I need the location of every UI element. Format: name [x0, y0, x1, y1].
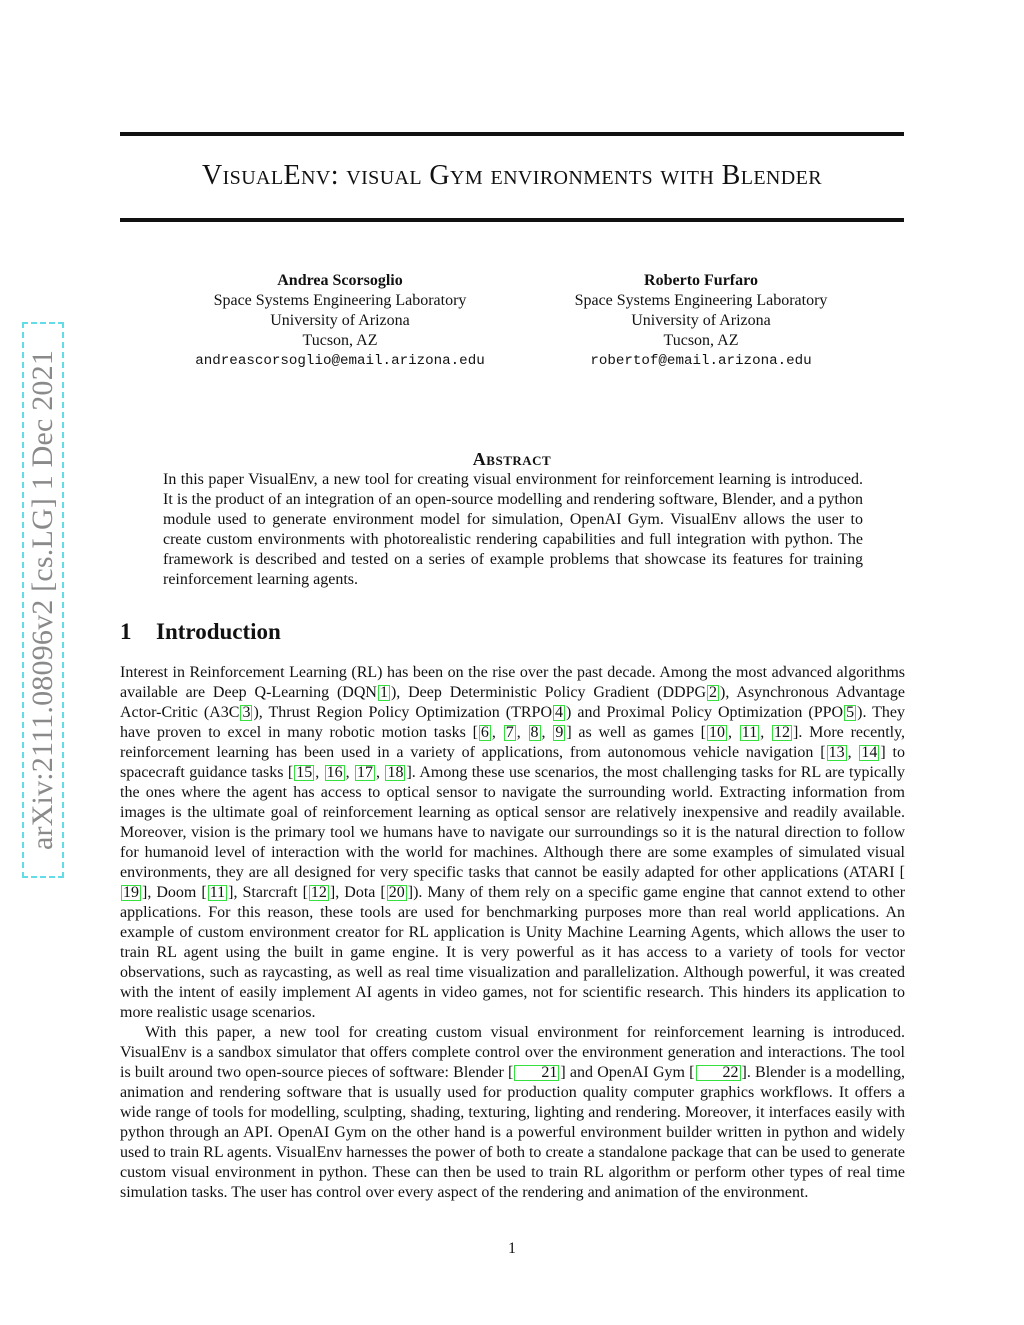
citation-link[interactable]: 17	[357, 764, 374, 781]
citation-link[interactable]: 15	[296, 764, 313, 781]
abstract-text: In this paper VisualEnv, a new tool for creating visual environment for reinforcement learning is introduced. It is the product of an integration of an open-source modelling and rendering software, Blender, and a python module used to generate environment model for simulation, OpenAI Gym. VisualEnv allows the user to create custom environments with photorealistic rendering capabilities and full integration with python. The framework is described and tested on a series of example problems that showcase its features for training reinforcement learning agents.	[163, 471, 863, 588]
text-run: ]). Many of them rely on a specific game engine that cannot extend to other applications. For this reason, these tools are used for benchmarking purposes more than real world applications. An example of custom environment creator for RL application is Unity Machine Learning Agents, which allows the user to train RL agent using the built in game engine. It is very powerful as it has access to a variety of tools for vector observations, such as raycasting, as well as real time visualization and parallelization. Although powerful, it was created with the intent of easily implement AI agents in video games, not for scientific research. This hinders its application to more realistic usage scenarios.	[120, 884, 906, 1021]
citation-link[interactable]: 7	[505, 724, 514, 741]
author-location: Tucson, AZ	[663, 332, 739, 349]
citation-link[interactable]: 22	[696, 1065, 741, 1081]
author-email[interactable]: robertof@email.arizona.edu	[590, 353, 812, 369]
arxiv-identifier[interactable]: arXiv:2111.08096v2 [cs.LG] 1 Dec 2021	[26, 349, 60, 851]
citation-link[interactable]: 21	[514, 1065, 559, 1081]
text-run: ] to spacecraft guidance tasks [	[120, 744, 906, 781]
author-name: Andrea Scorsoglio	[277, 272, 403, 289]
paragraph-1: Interest in Reinforcement Learning (RL) has been on the rise over the past decade. Among the most advanced algorithms available are Deep Q-Learning (DQN 1 ), Deep Deterministic Policy Gradient (DDPG 2 ), Asynchronous Advantage Actor-Critic (A3C 3 ), Thrust Region Policy Optimization (TRPO 4 ) and Proximal Policy Optimization (PPO 5 ). They have proven to excel in many robotic motion tasks [ 6 , 7 , 8 , 9 ] as well as games [ 10 , 11 , 12 ]. More recently, reinforcement learning has been used in a variety of applications, from autonomous vehicle navigation [ 13 , 14 ] to spacecraft guidance tasks [ 15 , 16 , 17 , 18 ]. Among these use scenarios, the most challenging tasks for RL are typically the ones where the agent has access to optical sensor to navigate the surrounding world. Extracting information from images is the ultimate goal of reinforcement learning as optical sensor are relatively inexpensive and readily available. Moreover, vision is the primary tool we humans have to navigate our surroundings so it is the natural direction to follow for humanoid level of interaction with the world for machines. Although there are some examples of simulated visual environments, they are all designed for very specific tasks that cannot be easily adapted for other applications (ATARI [19 ], Doom [ 11 ], Starcraft [ 12 ], Dota [ 20 ]). Many of them rely on a specific game engine that cannot extend to other applications. For this reason, these tools are used for benchmarking purposes more than real world applications. An example of custom environment creator for RL application is Unity Machine Learning Agents, which allows the user to train RL agent using the built in game engine. It is very powerful as it has access to a variety of tools for vector observations, such as raycasting, as well as real time visualization and parallelization. Although powerful, it was created with the intent of easily implement AI agents in video games, not for scientific research. This hinders its application to more realistic usage scenarios.	[120, 664, 906, 1021]
text-run: ), Deep Deterministic Policy Gradient (DDPG	[390, 684, 707, 701]
citation-link[interactable]: 13	[828, 744, 845, 761]
paragraph-2	[120, 1023, 905, 1203]
page-number: 1	[508, 1240, 516, 1257]
author-email[interactable]: andreascorsoglio@email.arizona.edu	[195, 353, 485, 369]
text-run: ) and Proximal Policy Optimization (PPO	[566, 704, 844, 721]
abstract-heading: Abstract	[472, 449, 552, 469]
author-university: University of Arizona	[631, 312, 771, 329]
text-run: ]. Among these use scenarios, the most challenging tasks for RL are typically the ones where the agent has access to optical sensor to navigate the surrounding world. Extracting information from images is the ultimate goal of reinforcement learning as optical sensor are relatively inexpensive and readily available. Moreover, vision is the primary tool we humans have to navigate our surroundings so it is the natural direction to follow for humanoid level of interaction with the world for machines. Although there are some examples of simulated visual environments, they are all designed for very specific tasks that cannot be easily adapted for other applications (ATARI [	[120, 764, 906, 881]
section-number: 1	[120, 619, 132, 644]
title-rule-bottom	[120, 218, 904, 222]
author-affiliation: Space Systems Engineering Laboratory	[574, 292, 828, 309]
text-run: ], Doom [	[142, 884, 207, 901]
section-title: Introduction	[156, 619, 281, 644]
citation-link[interactable]: 3	[242, 704, 251, 721]
author-block-2	[511, 271, 891, 371]
citation-link[interactable]: 8	[530, 724, 539, 741]
citation-link[interactable]: 10	[709, 724, 725, 741]
citation-link[interactable]: 19	[123, 884, 139, 901]
text-run: ]. More recently, reinforcement learning has been used in a variety of applications, from autonomous vehicle navigation [	[120, 724, 906, 761]
text-run: With this paper, a new tool for creating custom visual environment for reinforcement learning is introduced. VisualEnv is a sandbox simulator that offers complete control over the environment generation and interactions. The tool is built around two open-source pieces of software: Blender [	[120, 1024, 905, 1081]
citation-link[interactable]: 6	[480, 724, 489, 741]
text-run: ] as well as games [	[566, 724, 706, 741]
citation-link[interactable]: 20	[388, 884, 405, 901]
citation-link[interactable]: 9	[555, 724, 564, 741]
arxiv-stamp	[22, 322, 64, 878]
author-name: Roberto Furfaro	[644, 272, 758, 289]
citation-link[interactable]: 1	[379, 684, 388, 701]
citation-link[interactable]: 5	[846, 704, 855, 721]
section-heading	[120, 619, 281, 645]
paper-title: VisualEnv: visual Gym environments with Blender	[202, 160, 822, 191]
citation-link[interactable]: 12	[310, 884, 327, 901]
citation-link[interactable]: 16	[326, 764, 343, 781]
introduction-body	[120, 663, 905, 1203]
author-affiliation: Space Systems Engineering Laboratory	[213, 292, 467, 309]
text-run: Interest in Reinforcement Learning (RL) has been on the rise over the past decade. Among the most advanced algorithms available are Deep Q-Learning (DQN	[120, 664, 905, 701]
text-run: ]. Blender is a modelling, animation and rendering software that is usually used for production quality computer graphics workflows. It offers a wide range of tools for modelling, sculpting, shading, texturing, lighting and rendering. Moreover, it interfaces easily with python through an API. OpenAI Gym on the other hand is a powerful environment builder written in python and widely used to train RL agents. VisualEnv harnesses the power of both to create a standalone package that can be used to generate custom visual environment in python. These can then be used to train RL algorithm or perform other types of real time simulation tasks. The user has control over every aspect of the rendering and animation of the environment.	[120, 1064, 906, 1201]
text-run: ), Thrust Region Policy Optimization (TRPO	[253, 704, 553, 721]
citation-link[interactable]: 4	[555, 704, 564, 721]
author-location: Tucson, AZ	[302, 332, 378, 349]
citation-link[interactable]: 14	[861, 744, 878, 761]
text-run: ], Starcraft [	[228, 884, 308, 901]
text-run: ). They have proven to excel in many robotic motion tasks [	[120, 704, 906, 741]
title-rule-top	[120, 132, 904, 136]
author-block-1	[150, 271, 530, 371]
citation-link[interactable]: 18	[387, 764, 404, 781]
citation-link[interactable]: 12	[774, 724, 790, 741]
citation-link[interactable]: 11	[741, 724, 758, 741]
citation-link[interactable]: 2	[709, 684, 718, 701]
citation-link[interactable]: 11	[209, 884, 226, 901]
author-university: University of Arizona	[270, 312, 410, 329]
text-run: ], Dota [	[329, 884, 386, 901]
text-run: ] and OpenAI Gym [	[560, 1064, 695, 1081]
text-run: ), Asynchronous Advantage Actor-Critic (A3C	[120, 684, 906, 721]
